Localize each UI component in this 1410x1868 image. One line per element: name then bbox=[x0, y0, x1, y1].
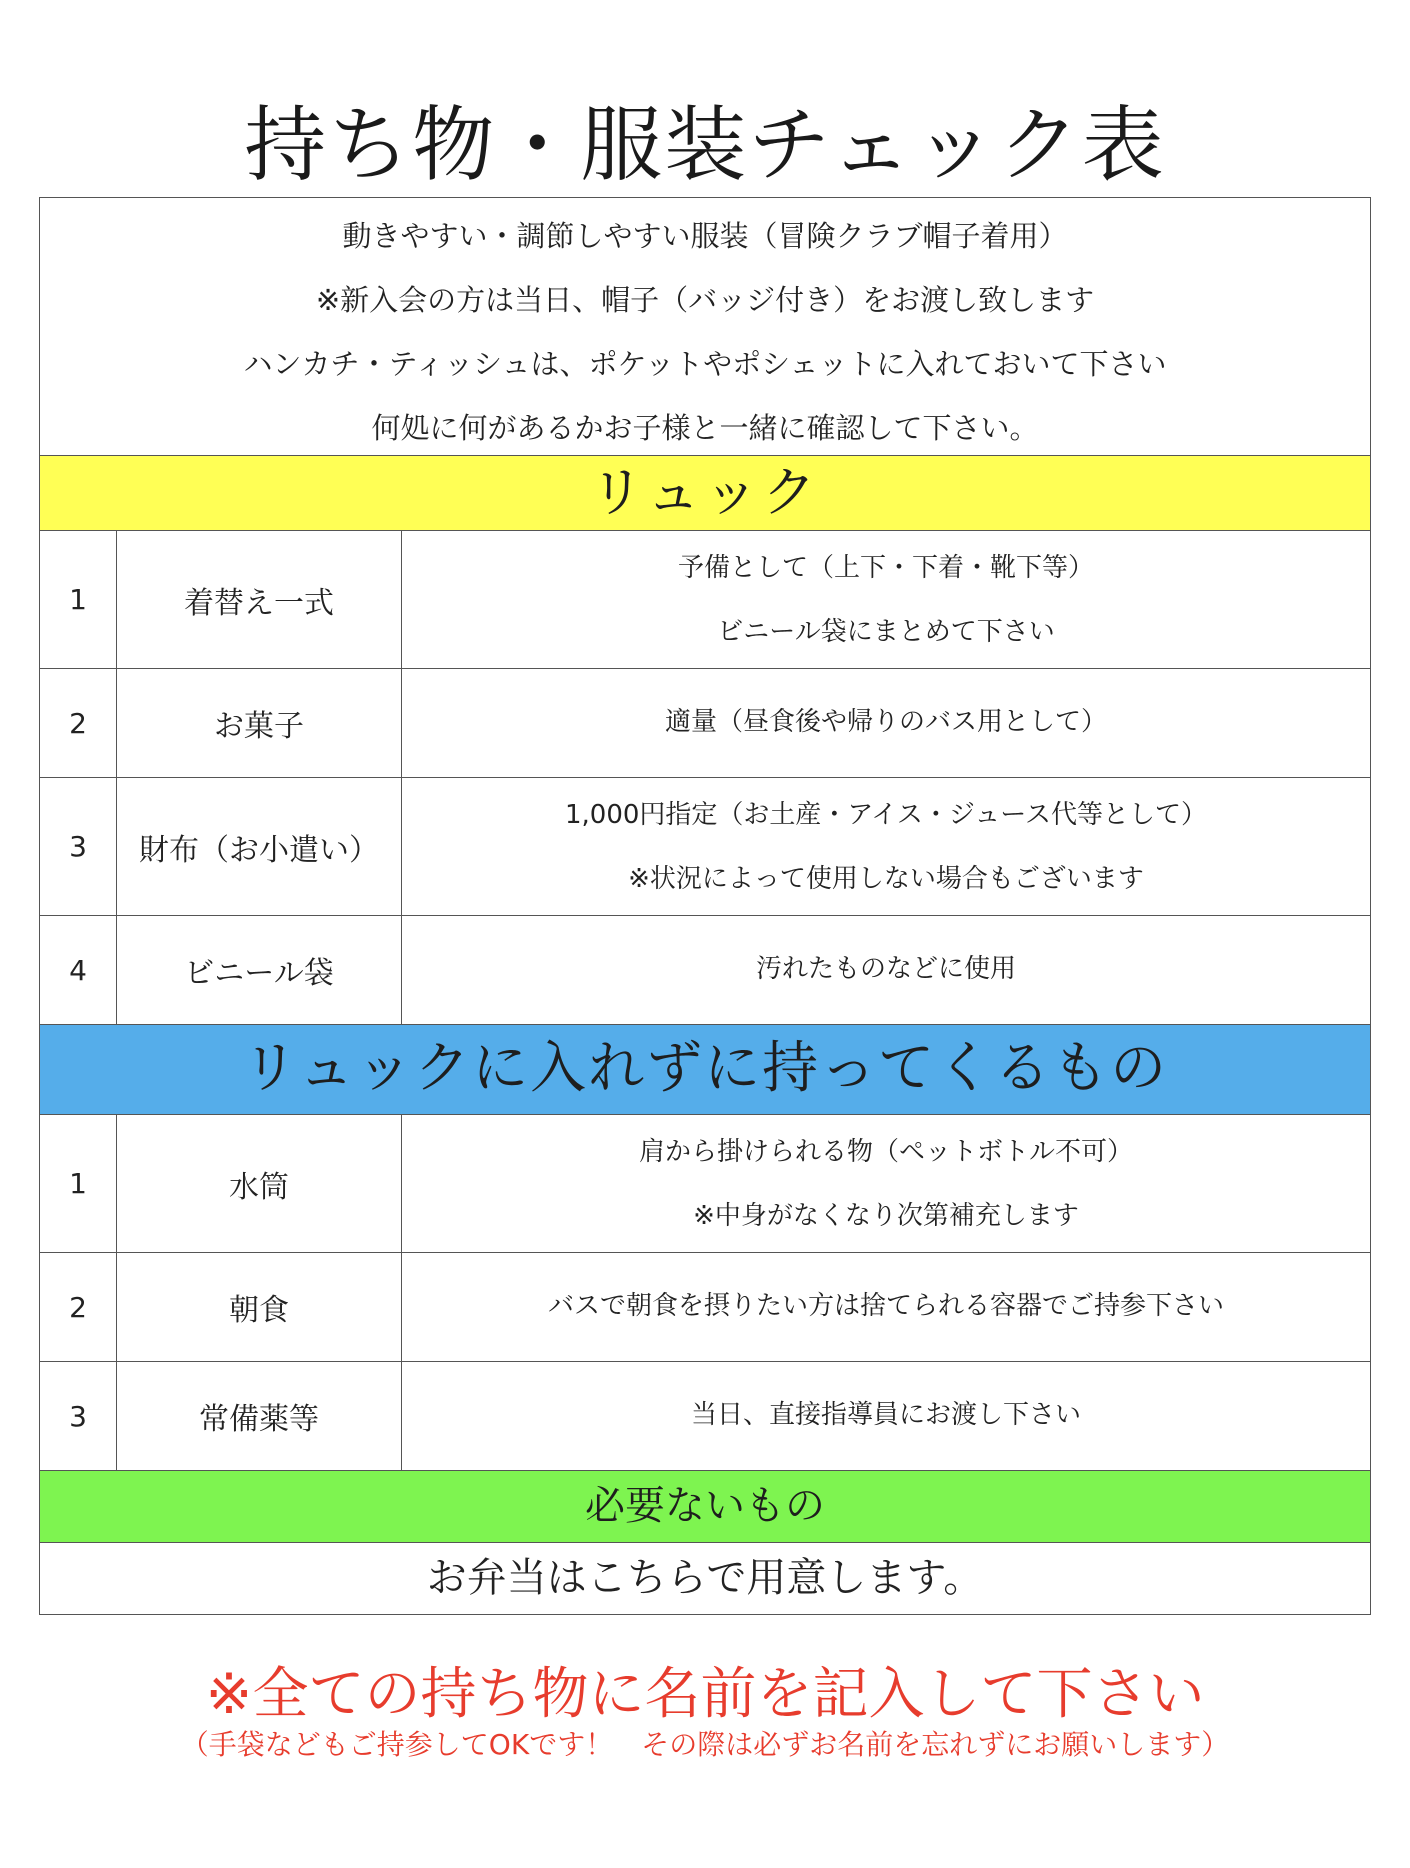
note-line: 予備として（上下・下着・靴下等） bbox=[677, 552, 1094, 583]
intro-line: 動きやすい・調節しやすい服装（冒険クラブ帽子着用） bbox=[342, 219, 1068, 253]
item-name: 水筒 bbox=[117, 1115, 402, 1252]
backpack-section-header: リュック bbox=[40, 456, 1370, 531]
row-number: 2 bbox=[40, 1253, 117, 1361]
row-number: 2 bbox=[40, 669, 117, 777]
not-needed-text: お弁当はこちらで用意します。 bbox=[426, 1555, 984, 1601]
intro-line: 何処に何があるかお子様と一緒に確認して下さい。 bbox=[371, 411, 1039, 445]
note-line: 汚れたものなどに使用 bbox=[755, 954, 1016, 985]
note-line: 当日、直接指導員にお渡し下さい bbox=[690, 1400, 1081, 1431]
item-name: 朝食 bbox=[117, 1253, 402, 1361]
table-row bbox=[40, 1362, 1370, 1471]
note-line: ※状況によって使用しない場合もございます bbox=[628, 863, 1144, 894]
item-name: 着替え一式 bbox=[117, 531, 402, 668]
row-number: 3 bbox=[40, 778, 117, 915]
row-number: 3 bbox=[40, 1362, 117, 1470]
table-row bbox=[40, 531, 1370, 669]
note-line: 適量（昼食後や帰りのバス用として） bbox=[664, 707, 1107, 738]
name-label-warning: ※全ての持ち物に名前を記入して下さい bbox=[205, 1662, 1205, 1727]
dress-code-section bbox=[40, 198, 1370, 456]
item-notes bbox=[402, 1253, 1370, 1361]
row-number: 1 bbox=[40, 531, 117, 668]
item-name: 財布（お小遣い） bbox=[117, 778, 402, 915]
item-name: 常備薬等 bbox=[117, 1362, 402, 1470]
item-notes bbox=[402, 778, 1370, 915]
table-row bbox=[40, 1115, 1370, 1253]
item-notes bbox=[402, 1362, 1370, 1470]
row-number: 1 bbox=[40, 1115, 117, 1252]
item-notes bbox=[402, 669, 1370, 777]
checklist-table bbox=[39, 197, 1371, 1615]
note-line: バスで朝食を摂りたい方は捨てられる容器でご持参下さい bbox=[547, 1291, 1224, 1322]
row-number: 4 bbox=[40, 916, 117, 1024]
table-row bbox=[40, 669, 1370, 778]
item-name: お菓子 bbox=[117, 669, 402, 777]
not-needed-section-header: 必要ないもの bbox=[40, 1471, 1370, 1543]
table-row bbox=[40, 916, 1370, 1025]
name-label-warning-note: （手袋などもご持参してOKです！ その際は必ずお名前を忘れずにお願いします） bbox=[180, 1728, 1230, 1761]
note-line: ※中身がなくなり次第補充します bbox=[693, 1200, 1079, 1231]
table-row bbox=[40, 778, 1370, 916]
note-line: ビニール袋にまとめて下さい bbox=[717, 616, 1055, 647]
table-row bbox=[40, 1253, 1370, 1362]
item-notes bbox=[402, 1115, 1370, 1252]
item-notes bbox=[402, 531, 1370, 668]
intro-line: ハンカチ・ティッシュは、ポケットやポシェットに入れておいて下さい bbox=[243, 347, 1167, 381]
item-notes bbox=[402, 916, 1370, 1024]
note-line: 肩から掛けられる物（ペットボトル不可） bbox=[638, 1136, 1133, 1167]
item-name: ビニール袋 bbox=[117, 916, 402, 1024]
carry-section-header: リュックに入れずに持ってくるもの bbox=[40, 1025, 1370, 1115]
note-line: 1,000円指定（お土産・アイス・ジュース代等として） bbox=[564, 799, 1207, 830]
intro-line: ※新入会の方は当日、帽子（バッジ付き）をお渡し致します bbox=[315, 283, 1095, 317]
page-title: 持ち物・服装チェック表 bbox=[244, 98, 1166, 193]
